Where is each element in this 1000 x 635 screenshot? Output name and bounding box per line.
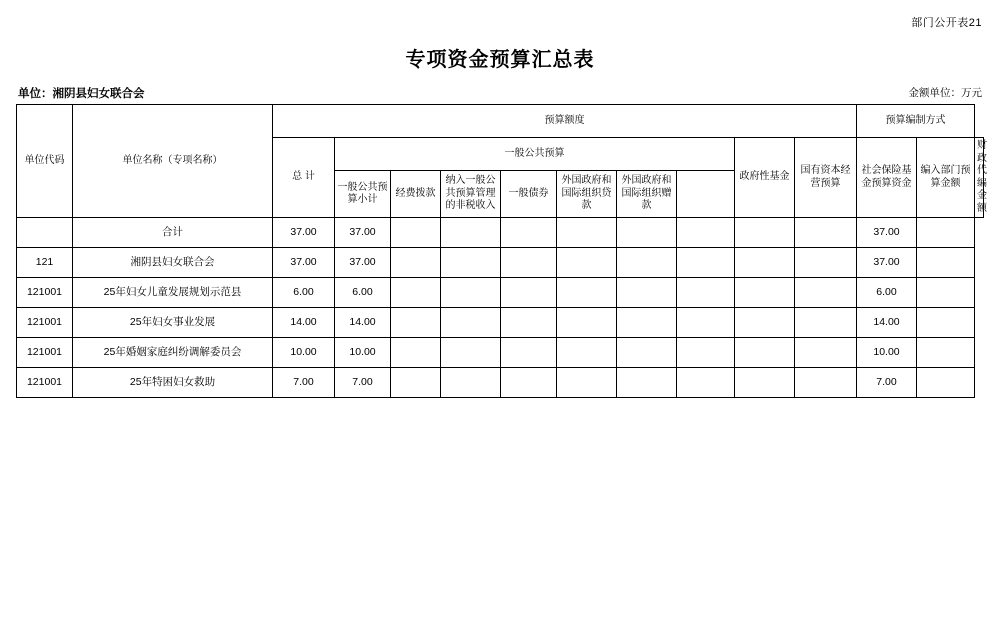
cell-social-security xyxy=(795,278,857,308)
cell-fiscal-replacement xyxy=(917,338,975,368)
cell-state-capital xyxy=(735,308,795,338)
header-foreign-gov-loan: 外国政府和国际组织贷款 xyxy=(557,171,617,218)
meta-row xyxy=(18,85,982,101)
cell-foreign-gov-grant xyxy=(617,218,677,248)
cell-foreign-gov-loan xyxy=(557,218,617,248)
cell-total: 37.00 xyxy=(273,218,335,248)
header-budget-method: 预算编制方式 xyxy=(857,105,975,138)
cell-state-capital xyxy=(735,248,795,278)
cell-unit-code: 121001 xyxy=(17,338,73,368)
budget-summary-table xyxy=(16,104,987,398)
cell-unit-code xyxy=(17,218,73,248)
table-row xyxy=(17,308,984,338)
cell-fiscal-replacement xyxy=(917,218,975,248)
cell-dept-budget-amount: 10.00 xyxy=(857,338,917,368)
header-gov-fund: 政府性基金 xyxy=(735,138,795,218)
table-row xyxy=(17,338,984,368)
cell-state-capital xyxy=(735,278,795,308)
cell-social-security xyxy=(795,338,857,368)
cell-appropriation xyxy=(391,338,441,368)
header-fiscal-replacement: 财政代编金额 xyxy=(975,138,984,218)
header-foreign-gov-grant: 外国政府和国际组织赠款 xyxy=(617,171,677,218)
cell-general-bonds xyxy=(501,218,557,248)
table-row xyxy=(17,218,984,248)
cell-gov-fund xyxy=(677,218,735,248)
cell-foreign-gov-grant xyxy=(617,338,677,368)
cell-total: 6.00 xyxy=(273,278,335,308)
cell-foreign-gov-loan xyxy=(557,368,617,398)
cell-non-tax xyxy=(441,308,501,338)
cell-social-security xyxy=(795,308,857,338)
cell-non-tax xyxy=(441,218,501,248)
cell-general-bonds xyxy=(501,368,557,398)
cell-gov-fund xyxy=(677,368,735,398)
table-header xyxy=(17,105,987,218)
cell-non-tax xyxy=(441,278,501,308)
form-code-label: 部门公开表21 xyxy=(911,17,982,29)
cell-unit-name: 25年特困妇女救助 xyxy=(73,368,273,398)
cell-general-public-subtotal: 7.00 xyxy=(335,368,391,398)
cell-appropriation xyxy=(391,368,441,398)
unit-label: 单位：湘阴县妇女联合会 xyxy=(18,88,145,100)
header-social-security: 社会保险基金预算资金 xyxy=(857,138,917,218)
cell-fiscal-replacement xyxy=(917,368,975,398)
table-body xyxy=(17,218,984,398)
cell-gov-fund xyxy=(677,278,735,308)
cell-social-security xyxy=(795,218,857,248)
header-general-bonds: 一般债券 xyxy=(501,171,557,218)
page-title: 专项资金预算汇总表 xyxy=(405,49,595,71)
cell-dept-budget-amount: 7.00 xyxy=(857,368,917,398)
header-non-tax: 纳入一般公共预算管理的非税收入 xyxy=(441,171,501,218)
cell-unit-code: 121001 xyxy=(17,308,73,338)
cell-foreign-gov-loan xyxy=(557,308,617,338)
cell-total: 7.00 xyxy=(273,368,335,398)
header-budget-quota: 预算额度 xyxy=(273,105,857,138)
cell-general-bonds xyxy=(501,338,557,368)
cell-unit-name: 25年妇女事业发展 xyxy=(73,308,273,338)
cell-social-security xyxy=(795,368,857,398)
cell-non-tax xyxy=(441,338,501,368)
cell-dept-budget-amount: 37.00 xyxy=(857,248,917,278)
cell-general-public-subtotal: 10.00 xyxy=(335,338,391,368)
cell-fiscal-replacement xyxy=(917,278,975,308)
cell-unit-name: 25年妇女儿童发展规划示范县 xyxy=(73,278,273,308)
amount-unit-label: 金额单位：万元 xyxy=(908,87,982,99)
cell-gov-fund xyxy=(677,248,735,278)
cell-unit-code: 121 xyxy=(17,248,73,278)
cell-social-security xyxy=(795,248,857,278)
cell-foreign-gov-grant xyxy=(617,368,677,398)
cell-unit-code: 121001 xyxy=(17,278,73,308)
cell-foreign-gov-grant xyxy=(617,248,677,278)
cell-total: 14.00 xyxy=(273,308,335,338)
header-unit-name: 单位名称（专项名称） xyxy=(73,105,273,218)
table-row xyxy=(17,278,984,308)
cell-appropriation xyxy=(391,218,441,248)
cell-dept-budget-amount: 14.00 xyxy=(857,308,917,338)
cell-fiscal-replacement xyxy=(917,248,975,278)
header-spacer xyxy=(677,171,735,218)
cell-dept-budget-amount: 37.00 xyxy=(857,218,917,248)
header-dept-budget-amount: 编入部门预算金额 xyxy=(917,138,975,218)
header-state-capital: 国有资本经营预算 xyxy=(795,138,857,218)
header-general-public-subtotal: 一般公共预算小计 xyxy=(335,171,391,218)
cell-appropriation xyxy=(391,278,441,308)
cell-total: 37.00 xyxy=(273,248,335,278)
cell-unit-name: 25年婚姻家庭纠纷调解委员会 xyxy=(73,338,273,368)
cell-general-public-subtotal: 6.00 xyxy=(335,278,391,308)
header-unit-code: 单位代码 xyxy=(17,105,73,218)
cell-general-public-subtotal: 37.00 xyxy=(335,248,391,278)
cell-unit-name: 合计 xyxy=(73,218,273,248)
cell-state-capital xyxy=(735,218,795,248)
cell-non-tax xyxy=(441,368,501,398)
header-appropriation: 经费拨款 xyxy=(391,171,441,218)
cell-total: 10.00 xyxy=(273,338,335,368)
cell-foreign-gov-grant xyxy=(617,278,677,308)
cell-general-bonds xyxy=(501,308,557,338)
cell-foreign-gov-grant xyxy=(617,308,677,338)
cell-foreign-gov-loan xyxy=(557,278,617,308)
cell-appropriation xyxy=(391,308,441,338)
cell-foreign-gov-loan xyxy=(557,248,617,278)
cell-unit-name: 湘阴县妇女联合会 xyxy=(73,248,273,278)
cell-fiscal-replacement xyxy=(917,308,975,338)
cell-gov-fund xyxy=(677,308,735,338)
cell-general-public-subtotal: 14.00 xyxy=(335,308,391,338)
cell-gov-fund xyxy=(677,338,735,368)
header-total: 总 计 xyxy=(273,138,335,218)
table-row xyxy=(17,368,984,398)
cell-general-bonds xyxy=(501,248,557,278)
cell-foreign-gov-loan xyxy=(557,338,617,368)
cell-dept-budget-amount: 6.00 xyxy=(857,278,917,308)
table-row xyxy=(17,248,984,278)
cell-non-tax xyxy=(441,248,501,278)
cell-state-capital xyxy=(735,338,795,368)
cell-general-bonds xyxy=(501,278,557,308)
header-general-public-budget: 一般公共预算 xyxy=(335,138,735,171)
cell-state-capital xyxy=(735,368,795,398)
cell-general-public-subtotal: 37.00 xyxy=(335,218,391,248)
cell-unit-code: 121001 xyxy=(17,368,73,398)
cell-appropriation xyxy=(391,248,441,278)
header-row-1 xyxy=(17,105,984,138)
